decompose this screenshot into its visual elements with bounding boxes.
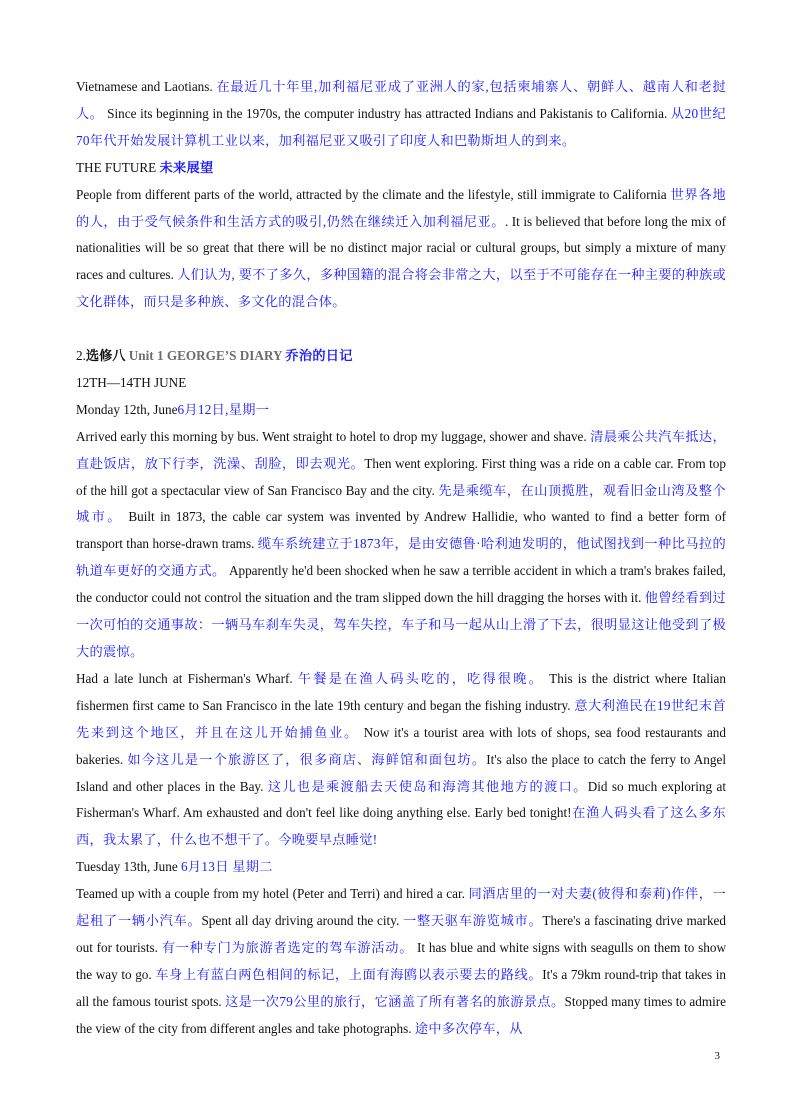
english-text: There's a fascinating drive marked out for tourists. xyxy=(76,913,726,955)
heading-chinese: 未来展望 xyxy=(159,159,214,175)
date-chinese: 6月12日,星期一 xyxy=(177,401,270,417)
heading-english: THE FUTURE xyxy=(76,159,160,175)
english-text: Did so much exploring at Fisherman's Wharf. Am exhausted and don't feel like doing anything else. Early bed tonight! xyxy=(76,778,726,821)
blank-line xyxy=(76,316,726,343)
english-text: Teamed up with a couple from my hotel (Peter and Terri) and hired a car. xyxy=(76,886,469,902)
chinese-translation: 人们认为, 要不了多久，多种国籍的混合将会非常之大，以至于不可能存在一种主要的种族或文化群体，而只是多种族、多文化的混合体。 xyxy=(76,267,726,310)
section-number: 2. xyxy=(76,348,86,364)
chinese-translation: 车身上有蓝白两色相间的标记，上面有海鸥以表示要去的路线。 xyxy=(155,966,543,982)
paragraph-future xyxy=(76,182,726,317)
english-text: . It is believed that before long the mix of nationalities will be so great that there will be no distinct major racial or cultural groups, but simply a mixture of many races and cultures. xyxy=(76,213,726,283)
diary-date-monday xyxy=(76,397,726,424)
english-text: Spent all day driving around the city. xyxy=(201,913,403,929)
chinese-translation: 缆车系统建立于1873年，是由安德鲁·哈利迪发明的，他试图找到一种比马拉的轨道车更好的交通方式。 xyxy=(76,536,726,579)
chinese-translation: 午餐是在渔人码头吃的，吃得很晚。 xyxy=(297,670,544,686)
chinese-translation: 世界各地的人，由于受气候条件和生活方式的吸引,仍然在继续迁入加利福尼亚。 xyxy=(76,186,726,229)
english-text: It's a 79km round-trip that takes in all the famous tourist spots. xyxy=(76,966,726,1009)
document-page xyxy=(76,74,726,1043)
chinese-translation: 他曾经看到过一次可怕的交通事故：一辆马车刹车失灵，驾车失控，车子和马一起从山上滑了下去，很明显这让他受到了极大的震惊。 xyxy=(76,590,726,660)
english-text: Vietnamese and Laotians. xyxy=(76,79,217,94)
chinese-translation: 从20世纪70年代开始发展计算机工业以来，加利福尼亚又吸引了印度人和巴勒斯坦人的到来。 xyxy=(76,105,726,148)
english-text: Built in 1873, the cable car system was invented by Andrew Hallidie, who wanted to find a better form of transport than horse-drawn trams. xyxy=(76,509,727,552)
date-range-line: 12TH—14TH JUNE xyxy=(76,374,187,390)
english-text: Then went exploring. First thing was a ride on a cable car. From top of the hill got a spectacular view of San Francisco Bay and the city. xyxy=(76,455,726,498)
chinese-translation: 在渔人码头看了这么多东西，我太累了，什么也不想干了。今晚要早点睡觉! xyxy=(76,805,726,848)
paragraph-cable-car xyxy=(76,424,726,666)
unit-title: Unit 1 GEORGE’S DIARY xyxy=(125,348,286,364)
english-text: Had a late lunch at Fisherman's Wharf. xyxy=(76,670,298,686)
chinese-translation: 这儿也是乘渡船去天使岛和海湾其他地方的渡口。 xyxy=(267,778,588,794)
english-text: Arrived early this morning by bus. Went straight to hotel to drop my luggage, shower and shave. xyxy=(76,428,591,444)
english-text: Apparently he'd been shocked when he saw a terrible accident in which a tram's brakes failed, the conductor could not control the situation and the tram slipped down the hill dragging the horses with it. xyxy=(76,563,726,606)
unit-title-chinese: 乔治的日记 xyxy=(285,348,353,364)
english-text: Since its beginning in the 1970s, the computer industry has attracted Indians and Pakistanis to California. xyxy=(103,105,671,121)
chinese-translation: 意大利渔民在19世纪末首先来到这个地区，并且在这儿开始捕鱼业。 xyxy=(76,697,726,740)
english-text: Stopped many times to admire the view of the city from different angles and take photographs. xyxy=(76,993,726,1036)
diary-date-tuesday xyxy=(76,854,726,881)
chinese-translation: 在最近几十年里,加利福尼亚成了亚洲人的家,包括柬埔寨人、朝鲜人、越南人和老挝人。 xyxy=(76,79,727,121)
paragraph-fishermans-wharf xyxy=(76,666,726,854)
english-text: This is the district where Italian fishermen first came to San Francisco in the late 19th century and began the fishing industry. xyxy=(76,670,726,713)
paragraph-driving-tour xyxy=(76,881,726,1042)
section-cn-prefix: 选修八 xyxy=(85,348,126,364)
chinese-translation: 清晨乘公共汽车抵达，直赴饭店，放下行李，洗澡、刮脸，即去观光。 xyxy=(76,428,727,471)
chinese-translation: 同酒店里的一对夫妻(彼得和泰莉)作伴，一起租了一辆小汽车。 xyxy=(76,886,727,929)
section-heading xyxy=(76,343,726,370)
page-number: 3 xyxy=(714,1050,720,1062)
paragraph-immigration-asia xyxy=(76,74,726,155)
chinese-translation: 一整天驱车游览城市。 xyxy=(403,913,543,929)
heading-the-future xyxy=(76,155,726,182)
date-english: Monday 12th, June xyxy=(76,401,178,417)
chinese-translation: 先是乘缆车，在山顶揽胜，观看旧金山湾及整个城市。 xyxy=(76,482,726,525)
chinese-translation: 有一种专门为旅游者选定的驾车游活动。 xyxy=(161,939,414,955)
chinese-translation: 如今这儿是一个旅游区了，很多商店、海鲜馆和面包坊。 xyxy=(127,751,487,767)
english-text: It has blue and white signs with seagulls on them to show the way to go. xyxy=(76,939,726,982)
date-chinese: 6月13日 星期二 xyxy=(181,859,273,875)
chinese-translation: 途中多次停车，从 xyxy=(414,1020,523,1036)
english-text: It's also the place to catch the ferry to Angel Island and other places in the Bay. xyxy=(76,751,726,794)
date-english: Tuesday 13th, June xyxy=(76,859,182,875)
english-text: Now it's a tourist area with lots of shops, sea food restaurants and bakeries. xyxy=(76,724,726,767)
english-text: People from different parts of the world, attracted by the climate and the lifestyle, still immigrate to California xyxy=(76,186,671,202)
chinese-translation: 这是一次79公里的旅行，它涵盖了所有著名的旅游景点。 xyxy=(225,993,565,1009)
